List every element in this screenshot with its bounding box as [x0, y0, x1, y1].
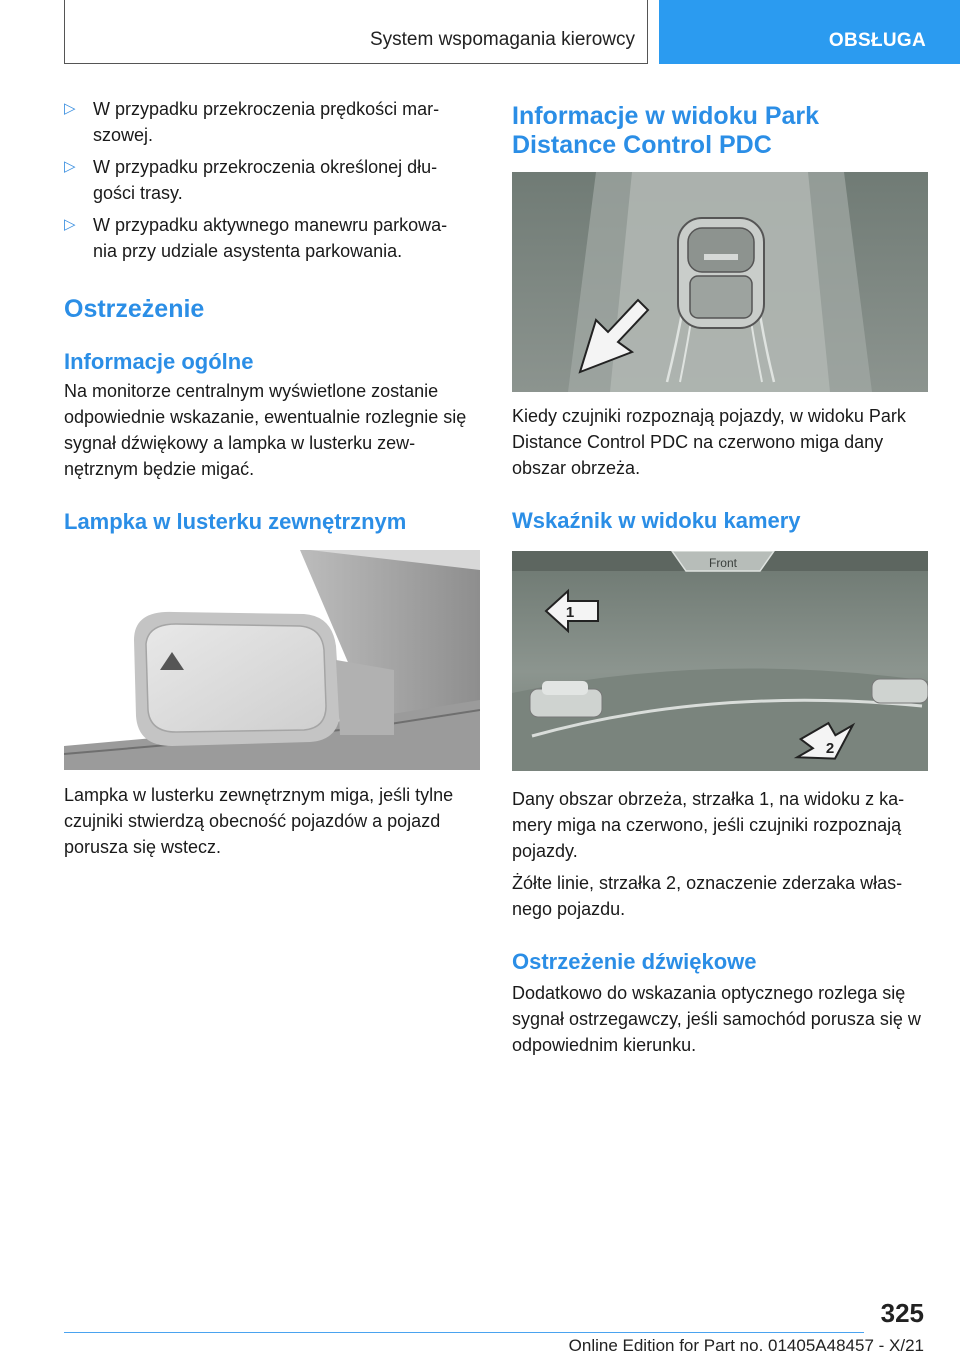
page-number: 325 [880, 1298, 924, 1328]
mirror-light-text: Lampka w lusterku zewnętrznym miga, jeśli tylne czujniki stwierdzą obecność pojazdów a pojazd porusza się wstecz. [64, 785, 454, 857]
header-box [64, 0, 648, 64]
list-item [64, 212, 480, 264]
header-title: System wspomagania kierowcy [369, 29, 635, 50]
pdc-text: Kiedy czujniki rozpoznają pojazdy, w widoku Park Distance Control PDC na czerwono miga dany obszar obrzeża. [512, 406, 906, 478]
header-tab-label: OBSŁUGA [828, 30, 926, 51]
camera-image [512, 551, 928, 771]
bullet-text: W przypadku przekroczenia prędkości mar‐ szowej. [93, 99, 440, 145]
triangle-bullet-icon: ▷ [64, 216, 76, 233]
footer-divider [64, 1332, 864, 1333]
general-info-title: Informacje ogólne [64, 349, 254, 374]
bullet-list [64, 96, 480, 264]
camera-text-2: Żółte linie, strzałka 2, oznaczenie zderzaka włas‐nego pojazdu. [512, 873, 903, 919]
list-item [64, 96, 480, 148]
camera-title: Wskaźnik w widoku kamery [512, 508, 801, 533]
camera-text-1: Dany obszar obrzeża, strzałka 1, na widoku z ka‐mery miga na czerwono, jeśli czujniki rozpoznają pojazdy. [512, 789, 905, 861]
footer-edition: Online Edition for Part no. 01405A48457 - X/21 [568, 1336, 924, 1355]
list-item [64, 154, 480, 206]
mirror-image [64, 550, 480, 770]
sound-warning-text: Dodatkowo do wskazania optycznego rozlega się sygnał ostrzegawczy, jeśli samochód porusza się w odpowiednim kierunku. [512, 983, 921, 1055]
mirror-light-title: Lampka w lusterku zewnętrznym [64, 509, 407, 534]
header-tab [659, 0, 960, 64]
section-title-warning: Ostrzeżenie [64, 295, 205, 323]
camera-arrow-2-label: 2 [825, 740, 835, 757]
bullet-text: W przypadku aktywnego manewru parkowa‐ nia przy udziale asystenta parkowania. [93, 215, 448, 261]
pdc-title: Informacje w widoku Park Distance Control PDC [512, 102, 820, 159]
sound-warning-title: Ostrzeżenie dźwiękowe [512, 949, 757, 974]
right-column [512, 96, 928, 1058]
camera-arrow-1-label: 1 [565, 604, 575, 621]
general-info-text: Na monitorze centralnym wyświetlone zostanie odpowiednie wskazanie, ewentualnie rozlegnie się sygnał dźwiękowy a lampka w lusterku zew‐nętrznym będzie migać. [64, 381, 467, 479]
triangle-bullet-icon: ▷ [64, 158, 76, 175]
pdc-image [512, 172, 928, 392]
left-column [64, 96, 480, 860]
triangle-bullet-icon: ▷ [64, 100, 76, 117]
bullet-text: W przypadku przekroczenia określonej dłu‐ gości trasy. [93, 157, 438, 203]
camera-front-label: Front [708, 556, 738, 570]
